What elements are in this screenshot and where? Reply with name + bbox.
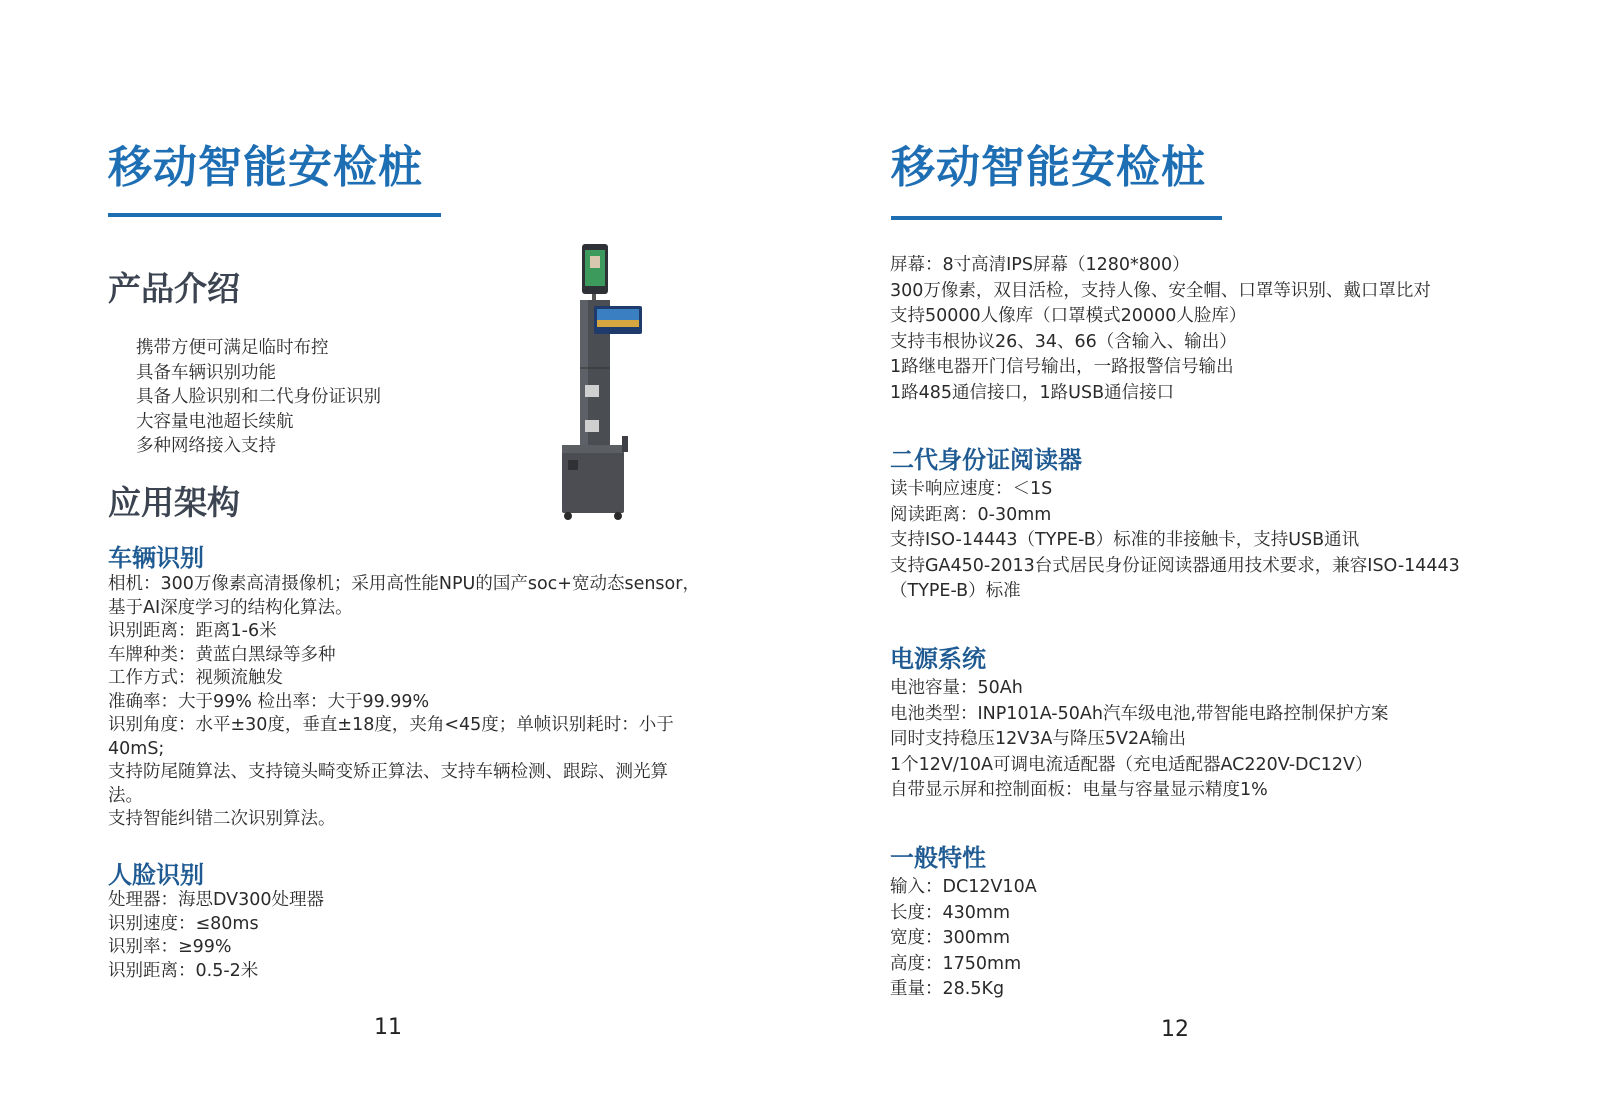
spec-line: 宽度：300mm: [890, 928, 1010, 948]
face-spec-list: [108, 889, 324, 983]
spec-line: 法。: [108, 785, 143, 806]
spec-line: （TYPE-B）标准: [890, 581, 1021, 601]
spec-line: 40mS;: [108, 738, 165, 759]
title-underline: [891, 216, 1222, 220]
spec-line: 读卡响应速度：＜1S: [890, 479, 1053, 499]
page-12: [805, 0, 1611, 1100]
spec-line: 阅读距离：0-30mm: [890, 504, 1052, 525]
spec-line: 1路485通信接口，1路USB通信接口: [890, 382, 1175, 403]
page-title: 移动智能安检桩: [891, 142, 1206, 193]
spec-line: 电池类型：INP101A-50Ah汽车级电池,带智能电路控制保护方案: [890, 703, 1389, 724]
spec-line: 识别距离：距离1-6米: [108, 621, 277, 641]
spec-line: 支持防尾随算法、支持镜头畸变矫正算法、支持车辆检测、跟踪、测光算: [108, 762, 668, 782]
vehicle-spec-list: [108, 573, 700, 832]
intro-heading: 产品介绍: [108, 269, 240, 308]
spec-line: 屏幕：8寸高清IPS屏幕（1280*800）: [890, 255, 1190, 275]
spec-line: 相机：300万像素高清摄像机；采用高性能NPU的国产soc+宽动态sensor，: [108, 574, 700, 594]
spec-line: 识别率：≥99%: [108, 937, 232, 957]
intro-item: 大容量电池超长续航: [136, 411, 294, 432]
terminal-spec-list: [890, 253, 1431, 406]
spec-line: 1路继电器开门信号输出，一路报警信号输出: [890, 357, 1234, 377]
intro-item: 携带方便可满足临时布控: [136, 338, 329, 358]
id-reader-heading: 二代身份证阅读器: [890, 446, 1082, 474]
spec-line: 车牌种类：黄蓝白黑绿等多种: [108, 644, 336, 665]
spec-line: 高度：1750mm: [890, 953, 1022, 974]
spec-line: 支持韦根协议26、34、66（含输入、输出）: [890, 331, 1237, 352]
spec-line: 识别角度：水平±30度，垂直±18度，夹角<45度；单帧识别耗时：小于: [108, 715, 674, 735]
spec-line: 输入：DC12V10A: [890, 877, 1037, 897]
spec-line: 300万像素，双目活检，支持人像、安全帽、口罩等识别、戴口罩比对: [890, 280, 1431, 301]
spec-line: 处理器：海思DV300处理器: [108, 890, 325, 910]
vehicle-heading: 车辆识别: [108, 544, 204, 572]
page-number: 11: [374, 1015, 402, 1040]
spec-line: 支持50000人像库（口罩模式20000人脸库）: [890, 306, 1247, 326]
spec-line: 同时支持稳压12V3A与降压5V2A输出: [890, 729, 1187, 749]
power-heading: 电源系统: [890, 645, 986, 673]
page-11: [0, 0, 805, 1100]
spec-line: 自带显示屏和控制面板：电量与容量显示精度1%: [890, 780, 1268, 800]
intro-item: 具备人脸识别和二代身份证识别: [136, 387, 381, 407]
spec-line: 识别距离：0.5-2米: [108, 960, 259, 981]
spec-line: 基于AI深度学习的结构化算法。: [108, 597, 353, 618]
spec-line: 重量：28.5Kg: [890, 979, 1005, 999]
intro-item: 多种网络接入支持: [136, 436, 276, 456]
spec-line: 准确率：大于99% 检出率：大于99.99%: [108, 691, 430, 712]
spec-line: 电池容量：50Ah: [890, 678, 1023, 698]
spec-line: 支持ISO-14443（TYPE-B）标准的非接触卡，支持USB通讯: [890, 530, 1360, 550]
spec-line: 1个12V/10A可调电流适配器（充电适配器AC220V-DC12V）: [890, 754, 1373, 775]
page-title: 移动智能安检桩: [108, 142, 423, 193]
spec-line: 长度：430mm: [890, 902, 1010, 923]
intro-list: [136, 336, 381, 459]
architecture-heading: 应用架构: [108, 483, 240, 522]
power-spec-list: [890, 676, 1389, 804]
spec-line: 支持智能纠错二次识别算法。: [108, 809, 336, 829]
product-image: [548, 240, 658, 525]
intro-item: 具备车辆识别功能: [136, 362, 276, 383]
spec-line: 支持GA450-2013台式居民身份证阅读器通用技术要求，兼容ISO-14443: [890, 555, 1460, 576]
general-spec-list: [890, 875, 1037, 1003]
page-number: 12: [1161, 1017, 1189, 1042]
id-reader-spec-list: [890, 477, 1460, 605]
face-heading: 人脸识别: [108, 861, 204, 889]
spec-line: 识别速度：≤80ms: [108, 913, 259, 934]
spec-line: 工作方式：视频流触发: [108, 668, 283, 688]
title-underline: [108, 213, 441, 217]
general-heading: 一般特性: [890, 844, 986, 872]
